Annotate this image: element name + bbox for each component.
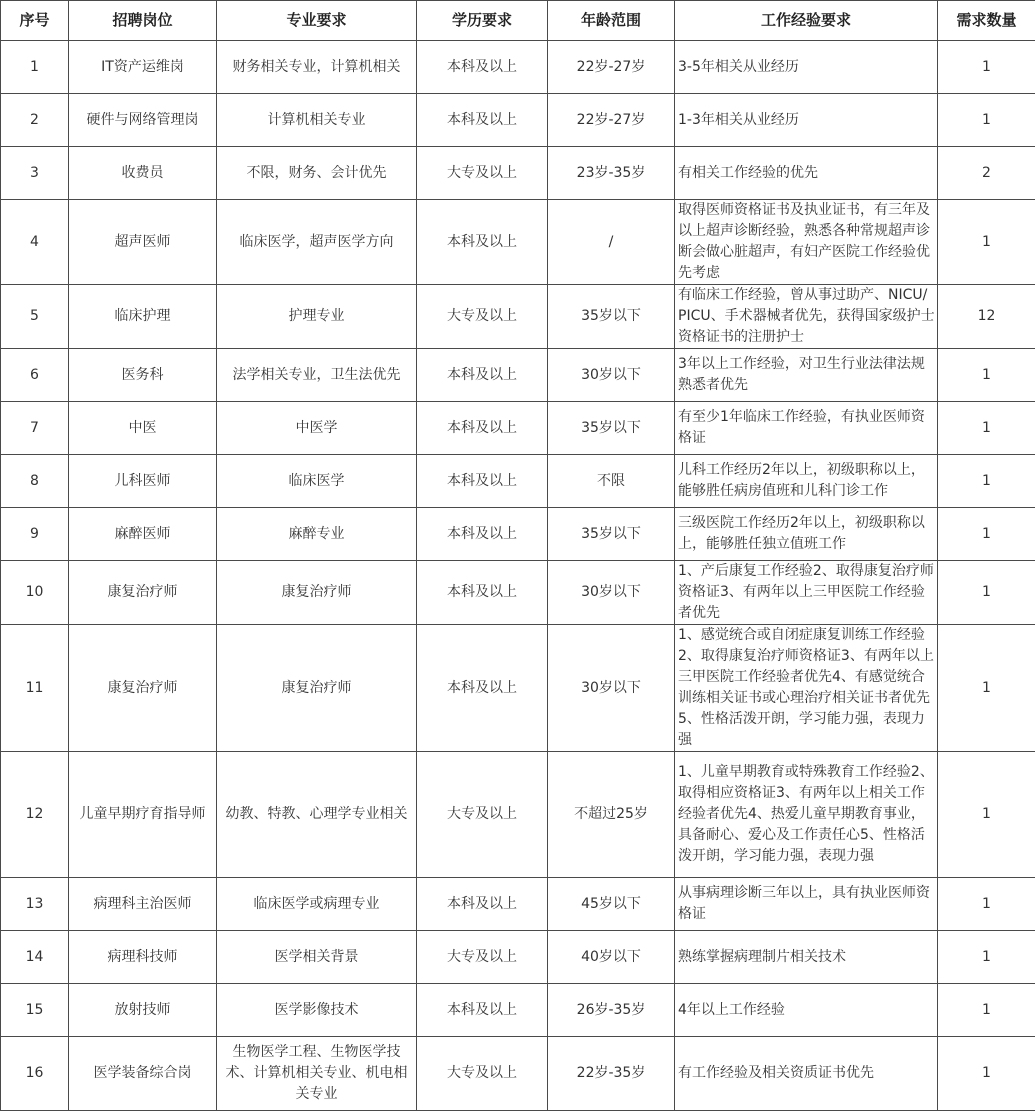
cell-age: 不限 [548,455,675,508]
cell-education: 大专及以上 [417,147,548,200]
cell-post: 儿童早期疗育指导师 [69,752,217,878]
cell-major: 生物医学工程、生物医学技术、计算机相关专业、机电相关专业 [217,1037,417,1111]
table-row [1,455,1035,508]
cell-major: 计算机相关专业 [217,94,417,147]
cell-experience: 3-5年相关从业经历 [675,41,938,94]
table-row [1,984,1035,1037]
cell-experience: 有至少1年临床工作经验，有执业医师资格证 [675,402,938,455]
cell-age: 35岁以下 [548,285,675,349]
cell-post: 儿科医师 [69,455,217,508]
cell-experience: 从事病理诊断三年以上，具有执业医师资格证 [675,878,938,931]
cell-age: 45岁以下 [548,878,675,931]
cell-education: 本科及以上 [417,625,548,752]
cell-post: 收费员 [69,147,217,200]
cell-experience: 4年以上工作经验 [675,984,938,1037]
cell-post: 医学装备综合岗 [69,1037,217,1111]
cell-education: 大专及以上 [417,752,548,878]
cell-no: 9 [1,508,69,561]
cell-no: 4 [1,200,69,285]
cell-count: 1 [938,984,1035,1037]
cell-major: 康复治疗师 [217,561,417,625]
cell-age: 26岁-35岁 [548,984,675,1037]
cell-post: 医务科 [69,349,217,402]
cell-count: 1 [938,1037,1035,1111]
cell-major: 财务相关专业，计算机相关 [217,41,417,94]
cell-education: 本科及以上 [417,402,548,455]
cell-post: 中医 [69,402,217,455]
cell-experience: 1、产后康复工作经验2、取得康复治疗师资格证3、有两年以上三甲医院工作经验者优先 [675,561,938,625]
cell-age: / [548,200,675,285]
cell-post: 康复治疗师 [69,625,217,752]
cell-count: 1 [938,200,1035,285]
cell-age: 22岁-27岁 [548,41,675,94]
table-row [1,625,1035,752]
cell-age: 35岁以下 [548,508,675,561]
cell-experience: 1、感觉统合或自闭症康复训练工作经验2、取得康复治疗师资格证3、有两年以上三甲医院工作经验者优先4、有感觉统合训练相关证书或心理治疗相关证书者优先5、性格活泼开朗，学习能力强，表现力强 [675,625,938,752]
cell-no: 2 [1,94,69,147]
table-row [1,1037,1035,1111]
cell-post: 硬件与网络管理岗 [69,94,217,147]
table-row [1,752,1035,878]
cell-no: 12 [1,752,69,878]
table-row [1,41,1035,94]
header-count: 需求数量 [938,1,1035,41]
table-row [1,349,1035,402]
cell-education: 本科及以上 [417,508,548,561]
cell-experience: 有相关工作经验的优先 [675,147,938,200]
cell-age: 30岁以下 [548,625,675,752]
cell-post: 康复治疗师 [69,561,217,625]
cell-major: 医学相关背景 [217,931,417,984]
cell-count: 1 [938,878,1035,931]
cell-no: 11 [1,625,69,752]
cell-major: 康复治疗师 [217,625,417,752]
table-row [1,147,1035,200]
cell-education: 本科及以上 [417,41,548,94]
cell-education: 本科及以上 [417,984,548,1037]
experience-text: 儿科工作经历2年以上，初级职称以上，能够胜任病房值班和儿科门诊工作 [678,460,935,502]
header-education: 学历要求 [417,1,548,41]
cell-experience: 1-3年相关从业经历 [675,94,938,147]
cell-education: 本科及以上 [417,94,548,147]
cell-age: 22岁-35岁 [548,1037,675,1111]
cell-count: 1 [938,41,1035,94]
table-row [1,94,1035,147]
cell-no: 8 [1,455,69,508]
cell-major: 护理专业 [217,285,417,349]
cell-education: 大专及以上 [417,1037,548,1111]
cell-count: 1 [938,625,1035,752]
cell-experience [675,455,938,508]
header-major: 专业要求 [217,1,417,41]
cell-education: 本科及以上 [417,349,548,402]
cell-age: 35岁以下 [548,402,675,455]
cell-no: 15 [1,984,69,1037]
cell-no: 16 [1,1037,69,1111]
cell-experience: 三级医院工作经历2年以上，初级职称以上，能够胜任独立值班工作 [675,508,938,561]
cell-post: 放射技师 [69,984,217,1037]
cell-experience: 熟练掌握病理制片相关技术 [675,931,938,984]
cell-post: 病理科技师 [69,931,217,984]
cell-experience: 有工作经验及相关资质证书优先 [675,1037,938,1111]
cell-age: 23岁-35岁 [548,147,675,200]
cell-education: 大专及以上 [417,285,548,349]
cell-post: 临床护理 [69,285,217,349]
cell-major: 法学相关专业，卫生法优先 [217,349,417,402]
cell-post: IT资产运维岗 [69,41,217,94]
cell-major: 医学影像技术 [217,984,417,1037]
cell-major: 临床医学 [217,455,417,508]
cell-major: 中医学 [217,402,417,455]
cell-post: 病理科主治医师 [69,878,217,931]
cell-no: 1 [1,41,69,94]
cell-education: 大专及以上 [417,931,548,984]
cell-age: 30岁以下 [548,349,675,402]
header-age: 年龄范围 [548,1,675,41]
cell-count: 1 [938,94,1035,147]
table-row [1,931,1035,984]
cell-experience: 1、儿童早期教育或特殊教育工作经验2、取得相应资格证3、有两年以上相关工作经验者优先4、热爱儿童早期教育事业，具备耐心、爱心及工作责任心5、性格活泼开朗，学习能力强，表现力强 [675,752,938,878]
table-row [1,200,1035,285]
cell-count: 1 [938,455,1035,508]
cell-age: 40岁以下 [548,931,675,984]
table-row [1,285,1035,349]
table-row [1,508,1035,561]
cell-age: 30岁以下 [548,561,675,625]
cell-experience: 有临床工作经验，曾从事过助产、NICU/PICU、手术器械者优先，获得国家级护士资格证书的注册护士 [675,285,938,349]
table-header-row [1,1,1035,41]
cell-no: 3 [1,147,69,200]
header-experience: 工作经验要求 [675,1,938,41]
cell-education: 本科及以上 [417,878,548,931]
cell-count: 1 [938,561,1035,625]
header-no: 序号 [1,1,69,41]
cell-no: 6 [1,349,69,402]
cell-post: 麻醉医师 [69,508,217,561]
cell-no: 10 [1,561,69,625]
cell-count: 1 [938,402,1035,455]
cell-major: 幼教、特教、心理学专业相关 [217,752,417,878]
table-row [1,561,1035,625]
cell-education: 本科及以上 [417,561,548,625]
cell-no: 14 [1,931,69,984]
cell-post: 超声医师 [69,200,217,285]
cell-major: 麻醉专业 [217,508,417,561]
table-row [1,878,1035,931]
cell-count: 2 [938,147,1035,200]
cell-major: 临床医学或病理专业 [217,878,417,931]
table-row [1,402,1035,455]
cell-no: 13 [1,878,69,931]
cell-age: 22岁-27岁 [548,94,675,147]
cell-no: 7 [1,402,69,455]
cell-major: 临床医学，超声医学方向 [217,200,417,285]
cell-education: 本科及以上 [417,200,548,285]
header-post: 招聘岗位 [69,1,217,41]
cell-count: 1 [938,752,1035,878]
cell-count: 1 [938,349,1035,402]
cell-no: 5 [1,285,69,349]
cell-experience: 取得医师资格证书及执业证书，有三年及以上超声诊断经验，熟悉各种常规超声诊断会做心脏超声，有妇产医院工作经验优先考虑 [675,200,938,285]
cell-major: 不限，财务、会计优先 [217,147,417,200]
cell-count: 1 [938,931,1035,984]
cell-count: 12 [938,285,1035,349]
cell-experience: 3年以上工作经验，对卫生行业法律法规熟悉者优先 [675,349,938,402]
cell-count: 1 [938,508,1035,561]
cell-education: 本科及以上 [417,455,548,508]
cell-age: 不超过25岁 [548,752,675,878]
